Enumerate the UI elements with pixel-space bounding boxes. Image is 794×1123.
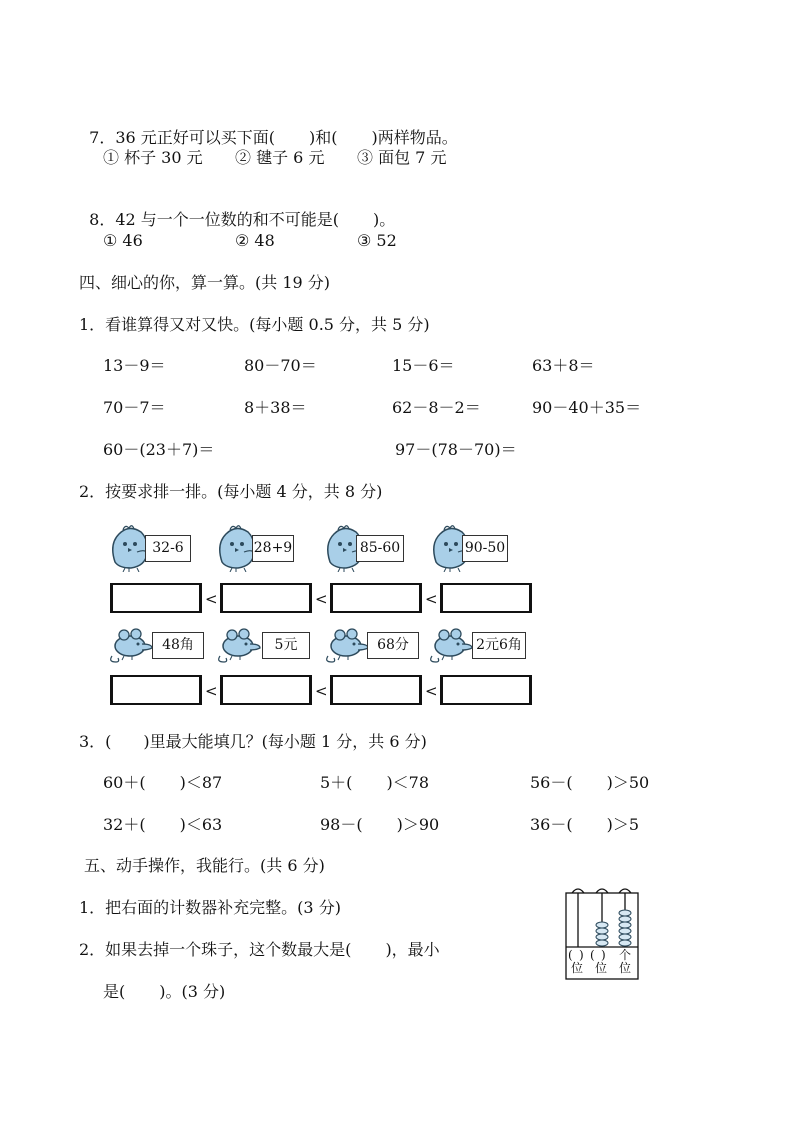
- fill-blank-item: 56－( )＞50: [530, 773, 650, 792]
- q7-text-b: )和(: [309, 128, 338, 147]
- less-than-sign: <: [425, 590, 438, 608]
- fill-blank-item: 5＋( )＜78: [320, 773, 430, 792]
- chick-tag: 32-6: [145, 535, 191, 562]
- abacus-label: ): [579, 948, 584, 962]
- calc-item: 97－(78－70)＝: [395, 440, 517, 459]
- abacus-label: 个: [619, 948, 632, 962]
- q7-text-c: )两样物品。: [371, 128, 458, 147]
- chick-tag: 85-60: [356, 535, 404, 562]
- mouse-icon: [108, 626, 156, 664]
- s4-part2-title: 2．按要求排一排。(每小题 4 分，共 8 分): [79, 482, 383, 501]
- question-7: [79, 108, 458, 148]
- answer-box[interactable]: [330, 583, 422, 613]
- q8-text-a: 8．42 与一个一位数的和不可能是(: [89, 210, 340, 229]
- q7-option-2: ② 毽子 6 元: [235, 148, 325, 167]
- abacus-label: (: [568, 948, 573, 962]
- q8-option-3: ③ 52: [357, 231, 397, 250]
- q7-option-3: ③ 面包 7 元: [357, 148, 447, 167]
- section-5-title: 五、动手操作，我能行。(共 6 分): [84, 856, 325, 875]
- calc-item: 80－70＝: [244, 356, 317, 375]
- less-than-sign: <: [205, 682, 218, 700]
- less-than-sign: <: [205, 590, 218, 608]
- q8-text-b: )。: [373, 210, 396, 229]
- mouse-tag: 68分: [367, 632, 419, 659]
- answer-box[interactable]: [110, 675, 202, 705]
- answer-box[interactable]: [220, 583, 312, 613]
- fill-blank-item: 60＋( )＜87: [103, 773, 223, 792]
- less-than-sign: <: [315, 590, 328, 608]
- mouse-figure: [108, 626, 156, 668]
- calc-item: 60－(23＋7)＝: [103, 440, 215, 459]
- answer-box[interactable]: [440, 583, 532, 613]
- mouse-tag: 2元6角: [472, 632, 526, 659]
- calc-item: 62－8－2＝: [392, 398, 481, 417]
- abacus-label: (: [590, 948, 595, 962]
- answer-box[interactable]: [330, 675, 422, 705]
- mouse-figure: [324, 626, 372, 668]
- calc-item: 8＋38＝: [244, 398, 307, 417]
- mouse-tag: 5元: [262, 632, 310, 659]
- abacus-label: 位: [619, 961, 632, 975]
- mouse-icon: [324, 626, 372, 664]
- mouse-figure: [216, 626, 264, 668]
- answer-box[interactable]: [110, 583, 202, 613]
- q7-option-1: ① 杯子 30 元: [103, 148, 203, 167]
- abacus-label: ): [601, 948, 606, 962]
- abacus-label: 位: [571, 961, 584, 975]
- calc-item: 63＋8＝: [532, 356, 595, 375]
- fill-blank-item: 36－( )＞5: [530, 815, 640, 834]
- fill-blank-item: 32＋( )＜63: [103, 815, 223, 834]
- counting-frame: [562, 885, 642, 984]
- answer-box[interactable]: [440, 675, 532, 705]
- calc-item: 13－9＝: [103, 356, 166, 375]
- fill-blank-item: 98－( )＞90: [320, 815, 440, 834]
- s5-question-2: 2．如果去掉一个珠子，这个数最大是( )，最小: [79, 940, 440, 959]
- chick-tag: 90-50: [462, 535, 508, 562]
- s4-part1-title: 1．看谁算得又对又快。(每小题 0.5 分，共 5 分): [79, 315, 430, 334]
- calc-item: 90－40＋35＝: [532, 398, 642, 417]
- answer-box[interactable]: [220, 675, 312, 705]
- q8-option-2: ② 48: [235, 231, 275, 250]
- question-8: [79, 190, 395, 230]
- abacus-label: 位: [595, 961, 608, 975]
- q8-option-1: ① 46: [103, 231, 143, 250]
- mouse-tag: 48角: [152, 632, 204, 659]
- section-4-title: 四、细心的你，算一算。(共 19 分): [79, 273, 331, 292]
- less-than-sign: <: [315, 682, 328, 700]
- s5-question-2-cont: 是( )。(3 分): [103, 982, 226, 1001]
- s5-question-1: 1．把右面的计数器补充完整。(3 分): [79, 898, 341, 917]
- s4-part3-title: 3．( )里最大能填几？(每小题 1 分，共 6 分): [79, 732, 427, 751]
- mouse-figure: [428, 626, 476, 668]
- chick-tag: 28+9: [252, 535, 294, 562]
- calc-item: 15－6＝: [392, 356, 455, 375]
- mouse-icon: [428, 626, 476, 664]
- q7-text-a: 7．36 元正好可以买下面(: [89, 128, 276, 147]
- less-than-sign: <: [425, 682, 438, 700]
- calc-item: 70－7＝: [103, 398, 166, 417]
- mouse-icon: [216, 626, 264, 664]
